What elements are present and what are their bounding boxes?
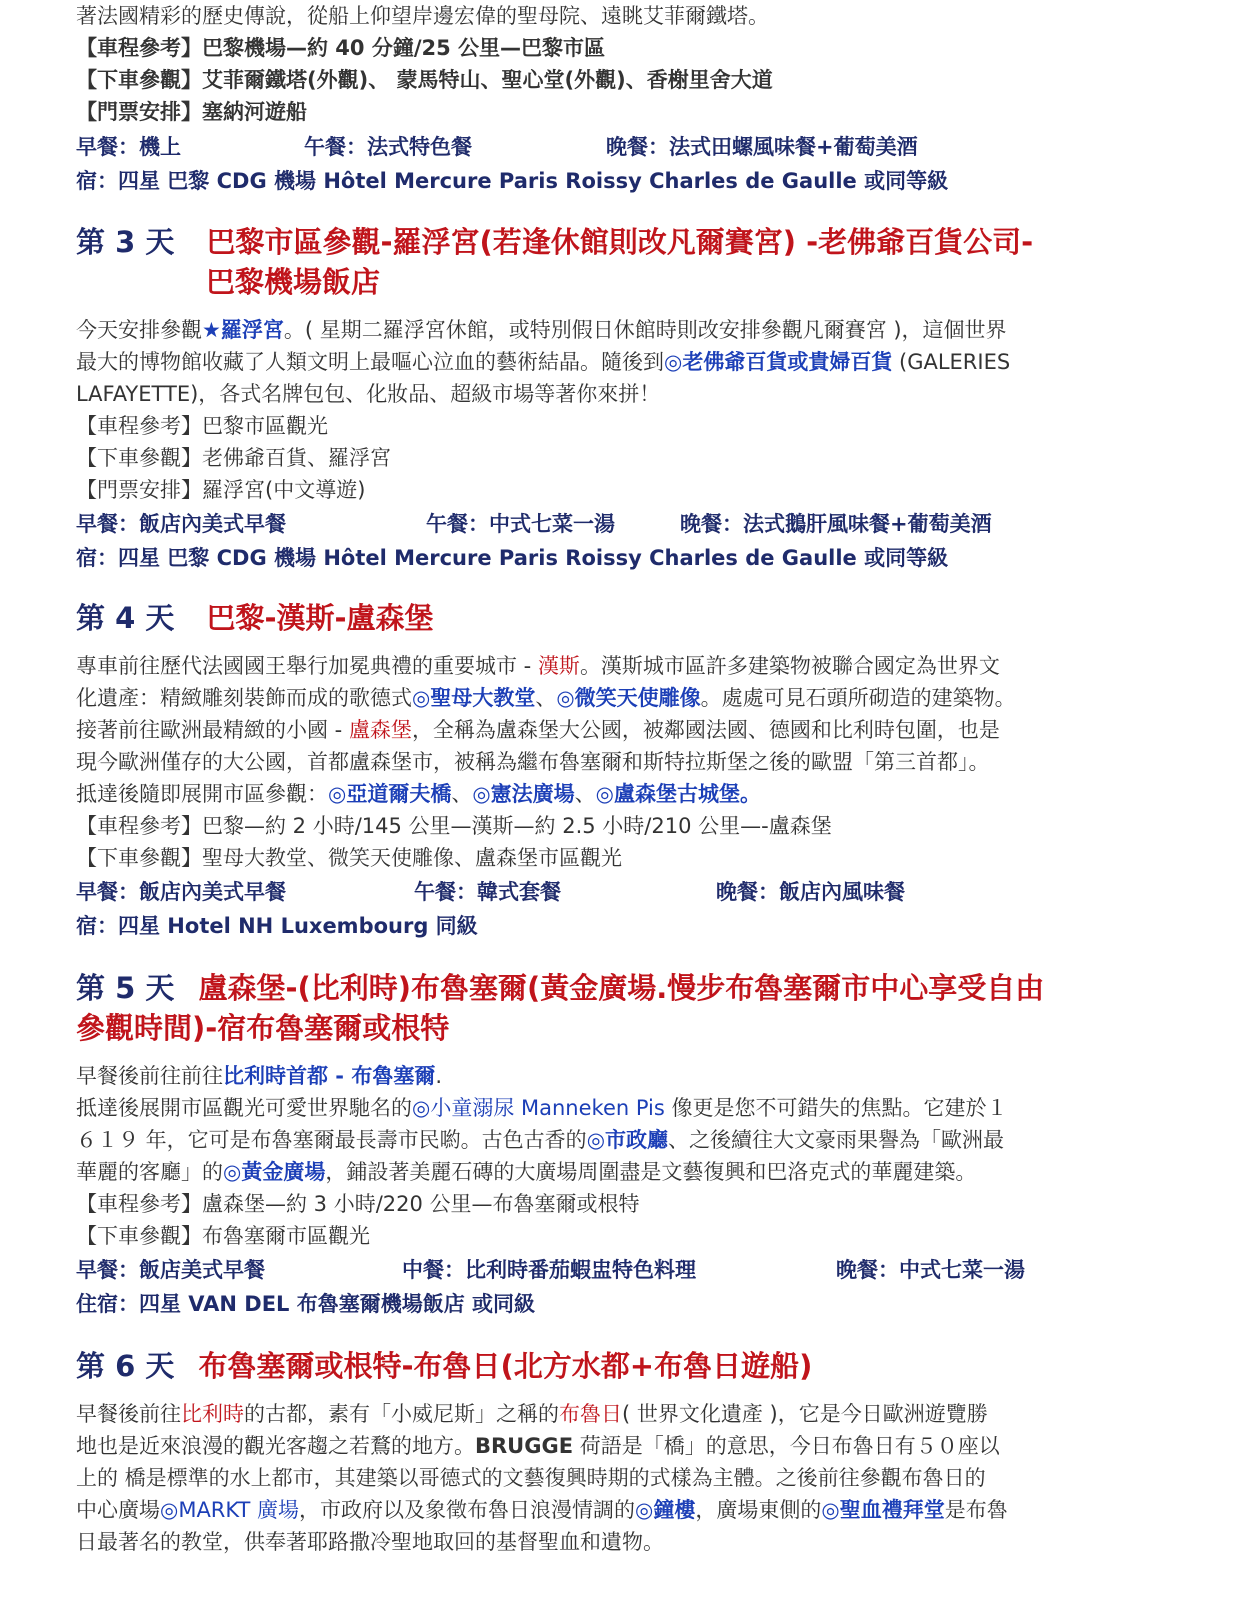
text: 地也是近來浪漫的觀光客趨之若鶩的地方。 (76, 1434, 475, 1458)
highlight-lafayette: ◎老佛爺百貨或貴婦百貨 (664, 350, 893, 374)
highlight-town-hall: ◎市政廳 (586, 1128, 669, 1152)
day-number: 第 3 天 (76, 225, 175, 259)
text: 。 (739, 782, 761, 806)
car-reference: 【車程參考】盧森堡—約 3 小時/220 公里—布魯塞爾或根特 (76, 1192, 640, 1216)
lunch: 午餐：中式七菜一湯 (426, 512, 615, 536)
highlight-adolphe-bridge: ◎亞道爾夫橋 (328, 782, 452, 806)
ticket-arrangement (76, 96, 307, 128)
text: 、 (574, 782, 596, 806)
breakfast: 早餐：飯店內美式早餐 (76, 512, 286, 536)
hotel: 宿：四星 巴黎 CDG 機場 Hôtel Mercure Paris Roissy Charles de Gaulle 或同等級 (76, 546, 949, 570)
highlight-holy-blood: ◎聖血禮拜堂 (821, 1498, 945, 1522)
day-number: 第 5 天 (76, 971, 175, 1005)
hotel: 宿：四星 Hotel NH Luxembourg 同級 (76, 914, 478, 938)
highlight-grand-place: ◎黃金廣場 (223, 1160, 326, 1184)
highlight-belfry: ◎鐘樓 (635, 1498, 696, 1522)
day-title: 布魯塞爾或根特-布魯日(北方水都+布魯日遊船) (198, 1349, 813, 1383)
car-reference (76, 32, 605, 64)
text: 、 (535, 686, 557, 710)
highlight-belgium: 比利時 (181, 1402, 244, 1426)
lunch: 午餐：法式特色餐 (304, 135, 472, 159)
text: 中心廣場 (76, 1498, 160, 1522)
text: 最大的博物館收藏了人類文明上最嘔心泣血的藝術結晶。隨後到 (76, 350, 664, 374)
day-title: 盧森堡-(比利時)布魯塞爾(黃金廣場.慢步布魯塞爾市中心享受自由 (198, 971, 1045, 1005)
intro-text-line: 著法國精彩的歷史傳說，從船上仰望岸邊宏偉的聖母院、遠眺艾菲爾鐵塔。 (76, 4, 769, 28)
highlight-bruges: 布魯日 (559, 1402, 622, 1426)
text: 。( 星期二羅浮宮休館，或特別假日休館時則改安排參觀凡爾賽宮 )，這個世界 (283, 318, 1007, 342)
highlight-brugge: BRUGGE (475, 1434, 574, 1458)
dinner: 晚餐：法式鵝肝風味餐+葡萄美酒 (680, 512, 992, 536)
text: 的古都，素有「小威尼斯」之稱的 (244, 1402, 559, 1426)
day-title: 巴黎市區參觀-羅浮宮(若逢休館則改凡爾賽宮) -老佛爺百貨公司- (206, 225, 1034, 259)
highlight-markt: ◎MARKT 廣場 (160, 1498, 300, 1522)
ticket-arrangement-text: 【門票安排】塞納河遊船 (76, 100, 307, 124)
text: 、 (451, 782, 473, 806)
lunch: 中餐：比利時番茄蝦盅特色料理 (402, 1258, 696, 1282)
text: 像更是您不可錯失的焦點。它建於１ (664, 1096, 1008, 1120)
paragraph-line (76, 1092, 1008, 1124)
stop-visit: 【下車參觀】布魯塞爾市區觀光 (76, 1224, 370, 1248)
highlight-brussels: 比利時首都 - 布魯塞爾 (223, 1064, 436, 1088)
car-reference: 【車程參考】巴黎市區觀光 (76, 414, 328, 438)
paragraph-line (76, 1124, 1004, 1156)
paragraph-line: LAFAYETTE)，各式名牌包包、化妝品、超級市場等著你來拼！ (76, 382, 661, 406)
car-reference: 【車程參考】巴黎—約 2 小時/145 公里—漢斯—約 2.5 小時/210 公里—-盧森堡 (76, 814, 832, 838)
stop-visit: 【下車參觀】聖母大教堂、微笑天使雕像、盧森堡市區觀光 (76, 846, 622, 870)
text: ( 世界文化遺產 )，它是今日歐洲遊覽勝 (622, 1402, 988, 1426)
paragraph-line: 上的 橋是標準的水上都市，其建築以哥德式的文藝復興時期的式樣為主體。之後前往參觀布魯日的 (76, 1466, 986, 1490)
highlight-manneken-pis: ◎小童溺尿 Manneken Pis (412, 1096, 665, 1120)
paragraph-line (76, 778, 761, 810)
paragraph-line (76, 1398, 988, 1430)
day-heading-cont (76, 1008, 449, 1048)
text: 早餐後前往前往 (76, 1064, 223, 1088)
paragraph-line: 日最著名的教堂，供奉著耶路撒冷聖地取回的基督聖血和遺物。 (76, 1530, 664, 1554)
paragraph-line (76, 1494, 1008, 1526)
text: 今天安排參觀 (76, 318, 202, 342)
text: (GALERIES (892, 350, 1011, 374)
day-number: 第 4 天 (76, 601, 175, 635)
car-reference-text: 【車程參考】巴黎機場—約 40 分鐘/25 公里—巴黎市區 (76, 36, 606, 60)
paragraph-line (76, 682, 1016, 714)
day-heading (76, 968, 1044, 1008)
day-heading (76, 598, 434, 638)
highlight-luxembourg: 盧森堡 (348, 718, 412, 742)
day-title-cont: 參觀時間)-宿布魯塞爾或根特 (76, 1011, 450, 1045)
text: 。處處可見石頭所砌造的建築物。 (700, 686, 1016, 710)
dinner: 晚餐：飯店內風味餐 (716, 880, 905, 904)
day-heading-cont (206, 262, 380, 302)
lunch: 午餐：韓式套餐 (414, 880, 561, 904)
highlight-angel: ◎微笑天使雕像 (556, 686, 701, 710)
stop-visit (76, 64, 773, 96)
day-heading (76, 1346, 812, 1386)
text: ，廣場東側的 (695, 1498, 822, 1522)
highlight-old-castle: ◎盧森堡古城堡 (595, 782, 740, 806)
text: 專車前往歷代法國國王舉行加冕典禮的重要城市 - (76, 654, 538, 678)
paragraph-line (76, 1430, 1000, 1462)
paragraph-line (76, 314, 1007, 346)
highlight-reims: 漢斯 (537, 654, 580, 678)
hotel: 宿：四星 巴黎 CDG 機場 Hôtel Mercure Paris Roissy Charles de Gaulle 或同等級 (76, 169, 949, 193)
text: 早餐後前往 (76, 1402, 181, 1426)
text: 化遺產：精緻雕刻裝飾而成的歌德式 (76, 686, 412, 710)
stop-visit-text: 【下車參觀】艾菲爾鐵塔(外觀)、 蒙馬特山、聖心堂(外觀)、香榭里舍大道 (76, 68, 773, 92)
text: ６１９ 年，它可是布魯塞爾最長壽市民喲。古色古香的 (76, 1128, 587, 1152)
highlight-louvre: ★羅浮宮 (202, 318, 284, 342)
text: ，鋪設著美麗石磚的大廣場周圍盡是文藝復興和巴洛克式的華麗建築。 (325, 1160, 977, 1184)
day-title-cont: 巴黎機場飯店 (206, 265, 381, 299)
text: 抵達後展開市區觀光可愛世界馳名的 (76, 1096, 412, 1120)
highlight-cathedral: ◎聖母大教堂 (412, 686, 536, 710)
text: 。漢斯城市區許多建築物被聯合國定為世界文 (579, 654, 1000, 678)
text: 、之後續往大文豪雨果譽為「歐洲最 (668, 1128, 1005, 1152)
text: . (435, 1064, 443, 1088)
hotel: 住宿：四星 VAN DEL 布魯塞爾機場飯店 或同級 (76, 1292, 536, 1316)
ticket-arrangement: 【門票安排】羅浮宮(中文導遊) (76, 478, 366, 502)
text: ，全稱為盧森堡大公國，被鄰國法國、德國和比利時包圍，也是 (411, 718, 1000, 742)
text: 抵達後隨即展開市區參觀： (76, 782, 328, 806)
paragraph-line: 現今歐洲僅存的大公國，首都盧森堡市，被稱為繼布魯塞爾和斯特拉斯堡之後的歐盟「第三首都」。 (76, 750, 990, 774)
text: 荷語是「橋」的意思，今日布魯日有５０座以 (573, 1434, 1000, 1458)
paragraph-line (76, 1156, 976, 1188)
breakfast: 早餐：飯店內美式早餐 (76, 880, 286, 904)
stop-visit: 【下車參觀】老佛爺百貨、羅浮宮 (76, 446, 391, 470)
text: ，市政府以及象徵布魯日浪漫情調的 (299, 1498, 636, 1522)
paragraph-line (76, 714, 1000, 746)
breakfast: 早餐：飯店美式早餐 (76, 1258, 265, 1282)
paragraph-line (76, 650, 1000, 682)
text: 是布魯 (944, 1498, 1008, 1522)
breakfast: 早餐：機上 (76, 135, 181, 159)
dinner: 晚餐：法式田螺風味餐+葡萄美酒 (606, 135, 918, 159)
paragraph-line (76, 1060, 442, 1092)
day-number: 第 6 天 (76, 1349, 175, 1383)
day-title: 巴黎-漢斯-盧森堡 (206, 601, 434, 635)
paragraph-line (76, 346, 1010, 378)
text: 華麗的客廳」的 (76, 1160, 223, 1184)
dinner: 晚餐：中式七菜一湯 (836, 1258, 1025, 1282)
day-heading (76, 222, 1033, 262)
text: 接著前往歐洲最精緻的小國 - (76, 718, 349, 742)
highlight-constitution-square: ◎憲法廣場 (472, 782, 575, 806)
